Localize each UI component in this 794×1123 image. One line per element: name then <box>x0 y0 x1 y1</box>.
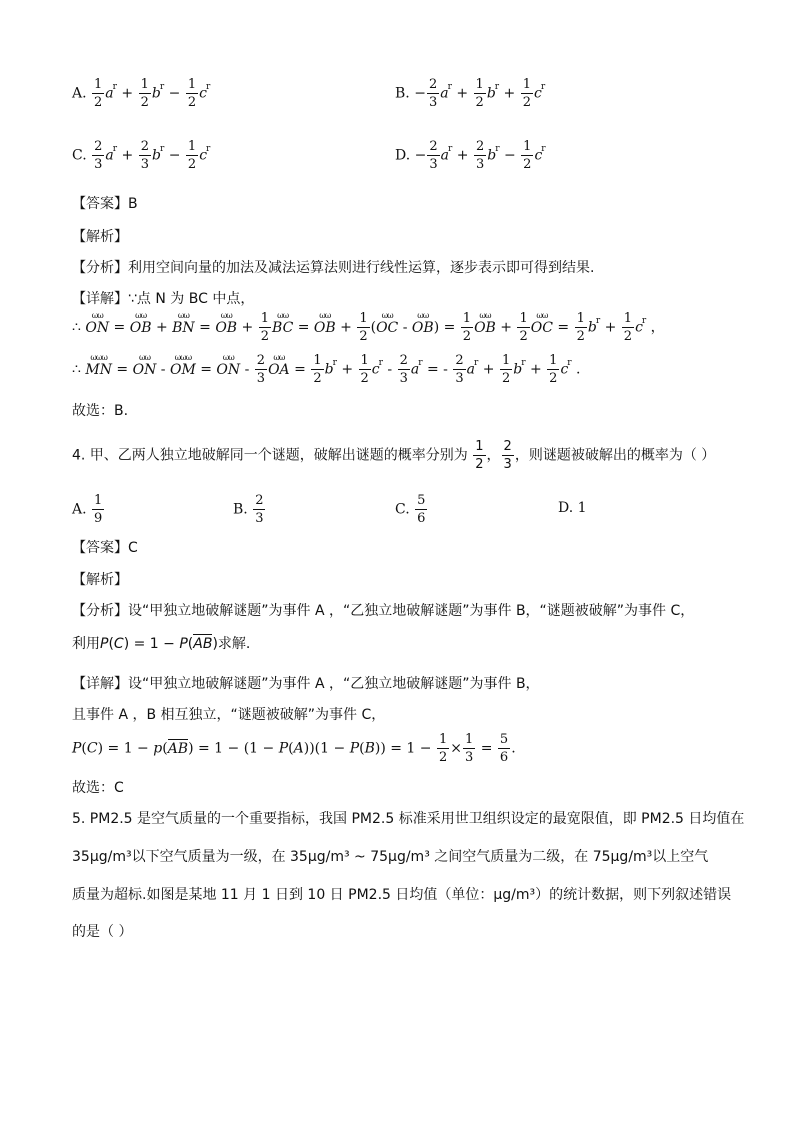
q4-choice: 故选：C <box>72 780 124 796</box>
q5-line-4: 的是（ ） <box>72 924 133 940</box>
q4-stem: 4. 甲、乙两人独立地破解同一个谜题，破解出谜题的概率分别为 $\frac{1}{2}$ ， $\frac{2}{3}$ ，则谜题被破解出的概率为（ ） <box>72 439 716 472</box>
q3-analysis: 【分析】利用空间向量的加法及减法运算法则进行线性运算，逐步表示即可得到结果. <box>72 260 595 276</box>
q3-equation-1: ∴ ωω ON = ωω OB + ωω BN = ωω OB + $\frac{1}{2}$ ωω BC = ωω OB + $\frac{1}{2}$ ( ωω OC - ωω OB) = $\frac{1}{2}$ ωω OB + $\frac{1}{2}$ ωω OC = $\frac{1}{2}$ $b^r$ + $\frac{1}{2}$ $c^r$ ， <box>72 310 665 344</box>
q3-choice: 故选：B. <box>72 403 129 419</box>
q4-detail-1: 【详解】设“甲独立地破解谜题”为事件 A ，“乙独立地破解谜题”为事件 B， <box>72 676 540 692</box>
option-b: B. − $\frac{2}{3}$ $a^r$ + $\frac{1}{2}$ $b^r$ + $\frac{1}{2}$ $c^r$ <box>395 77 546 110</box>
q4-jiexi: 【解析】 <box>72 572 128 588</box>
option-a: A. $\frac{1}{2}$ $a^r$ + $\frac{1}{2}$ $b^r$ − $\frac{1}{2}$ $c^r$ <box>72 77 211 110</box>
q5-line-3: 质量为超标.如图是某地 11 月 1 日到 10 日 PM2.5 日均值（单位：μg/m³）的统计数据，则下列叙述错误 <box>72 887 732 903</box>
q4-analysis-2: 利用P(C) = 1 − P(AB)求解. <box>72 636 251 652</box>
option-c: C. $\frac{2}{3}$ $a^r$ + $\frac{2}{3}$ $b^r$ − $\frac{1}{2}$ $c^r$ <box>72 139 211 172</box>
q5-line-2: 35μg/m³以下空气质量为一级，在 35μg/m³ ~ 75μg/m³ 之间空气质量为二级，在 75μg/m³以上空气 <box>72 849 709 865</box>
q3-detail-intro: 【详解】∵点 N 为 BC 中点， <box>72 291 255 307</box>
q4-option-c: C. $\frac{5}{6}$ <box>395 493 426 526</box>
q4-analysis-1: 【分析】设“甲独立地破解谜题”为事件 A ，“乙独立地破解谜题”为事件 B，“谜题被破解”为事件 C， <box>72 603 695 619</box>
q4-detail-2: 且事件 A ，B 相互独立，“谜题被破解”为事件 C， <box>72 707 386 723</box>
q3-jiexi: 【解析】 <box>72 229 128 245</box>
q4-equation: P(C) = 1 − p(AB) = 1 − (1 − P(A))(1 − P(B)) = 1 − $\frac{1}{2}$ × $\frac{1}{3}$ = $\frac{5}{6}$ . <box>72 732 516 765</box>
q4-option-d: D. 1 <box>558 500 587 516</box>
q4-answer: 【答案】C <box>72 540 138 556</box>
q3-equation-2: ∴ ωωω MN = ωω ON - ωωω OM = ωω ON - $\frac{2}{3}$ ωω OA = $\frac{1}{2}$ $b^r$ + $\frac{1}{2}$ $c^r$ - $\frac{2}{3}$ $a^r$ = - $\frac{2}{3}$ $a^r$ + $\frac{1}{2}$ $b^r$ + $\frac{1}{2}$ $c^r$ . <box>72 352 581 386</box>
q4-option-b: B. $\frac{2}{3}$ <box>233 493 264 526</box>
q3-answer: 【答案】B <box>72 196 138 212</box>
q5-line-1: 5. PM2.5 是空气质量的一个重要指标，我国 PM2.5 标准采用世卫组织设定的最宽限值，即 PM2.5 日均值在 <box>72 811 745 827</box>
option-d: D. − $\frac{2}{3}$ $a^r$ + $\frac{2}{3}$ $b^r$ − $\frac{1}{2}$ $c^r$ <box>395 139 546 172</box>
q4-option-a: A. $\frac{1}{9}$ <box>72 493 103 526</box>
